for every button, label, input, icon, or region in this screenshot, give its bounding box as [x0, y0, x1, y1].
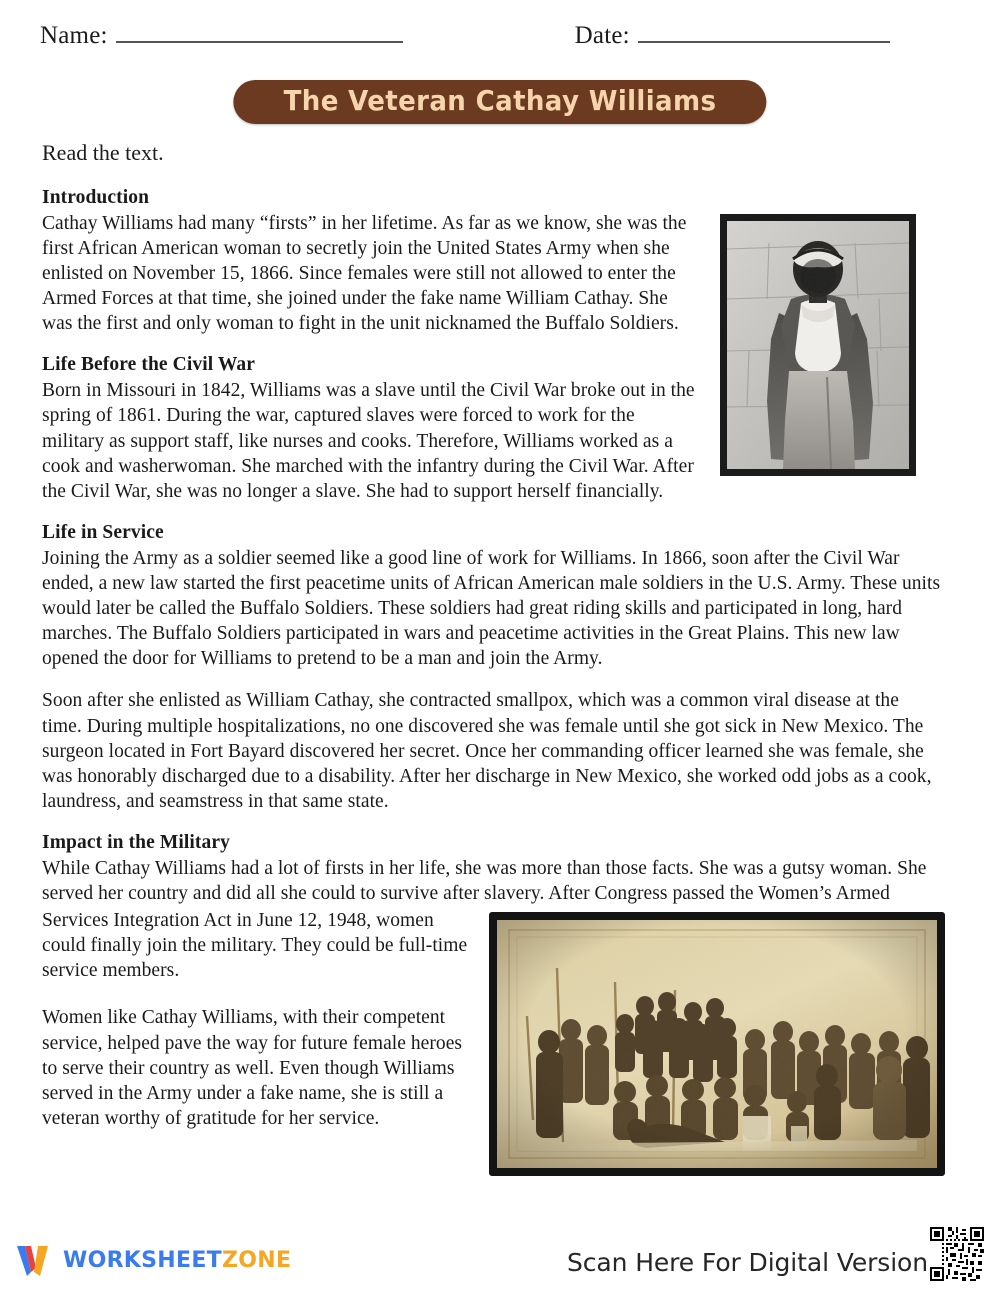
wrapped-paragraph-2: Women like Cathay Williams, with their competent service, helped pave the way for future female heroes to serve their country as well. Even though Williams served in the Army under a fake name, she is still a veteran worthy of gratitude for her service.: [42, 1007, 463, 1129]
page-title: The Veteran Cathay Williams: [283, 84, 717, 117]
section-paragraph: While Cathay Williams had a lot of firsts in her life, she was more than those facts. She was a gutsy woman. She served her country and did all she could to survive after slavery. After Congress passed the Women’s Armed: [42, 857, 927, 905]
group-image: [497, 920, 937, 1168]
name-field-group: [40, 22, 403, 50]
worksheet-header: [40, 22, 960, 56]
page-footer: [0, 1208, 1000, 1294]
logo-w-icon: [14, 1242, 54, 1280]
section-impact-in-the-military: [42, 831, 942, 906]
section-paragraph: Cathay Williams had many “firsts” in her lifetime. As far as we know, she was the first African American woman to secretly join the United States Army when she enlisted on November 15, 1866. Since females were still not allowed to enter the Armed Forces at that time, she joined under the fake name William Cathay. She was the first and only woman to fight in the unit nicknamed the Buffalo Soldiers.: [42, 212, 687, 335]
date-input[interactable]: [638, 24, 890, 43]
qr-code-icon: [928, 1224, 986, 1284]
name-label: Name:: [40, 22, 108, 49]
instruction-text: Read the text.: [42, 140, 164, 165]
section-heading: Impact in the Military: [42, 832, 230, 854]
name-input[interactable]: [116, 24, 403, 43]
title-banner: [233, 80, 766, 124]
scan-prompt-text: Scan Here For Digital Version: [566, 1248, 928, 1277]
portrait-image: [727, 221, 909, 469]
section-paragraph: Born in Missouri in 1842, Williams was a slave until the Civil War broke out in the spring of 1861. During the war, captured slaves were forced to work for the military as support staff, like nurses and cooks. Therefore, Williams worked as a cook and washerwoman. She marched with the infantry during the Civil War. After the Civil War, she was no longer a slave. She had to support herself financially.: [42, 380, 695, 502]
wrapped-text-column: [42, 908, 474, 1131]
date-label: Date:: [574, 22, 630, 49]
wrapped-paragraph-1: Services Integration Act in June 12, 1948, women could finally join the military. They could be full-time service members.: [42, 910, 468, 982]
section-life-in-service: [42, 521, 942, 814]
logo-word-worksheet: WORKSHEET: [63, 1248, 222, 1273]
photo-buffalo-soldiers-group: [489, 912, 945, 1176]
qr-code[interactable]: [928, 1224, 986, 1284]
logo-wordmark: [63, 1250, 291, 1272]
photo-cathay-williams-portrait: [720, 214, 916, 476]
logo-word-zone: ZONE: [221, 1248, 292, 1273]
section-heading: Introduction: [42, 187, 150, 208]
worksheet-zone-logo[interactable]: [14, 1242, 291, 1280]
section-paragraph: Soon after she enlisted as William Cathay, she contracted smallpox, which was a common viral disease at the time. During multiple hospitalizations, no one discovered she was female until she got sick in New Mexico. The surgeon located in Fort Bayard discovered her secret. Once her commanding officer learned she was female, she was honorably discharged due to a disability. After her discharge in New Mexico, she worked odd jobs as a cook, laundress, and seamstress in that same state.: [42, 690, 932, 813]
section-paragraph: Joining the Army as a soldier seemed like a good line of work for Williams. In 1866, soon after the Civil War ended, a new law started the first peacetime units of African American male soldiers in the U.S. Army. These units would later be called the Buffalo Soldiers. These soldiers had great riding skills and participated in long, hard marches. The Buffalo Soldiers participated in wars and peacetime activities in the Great Plains. This new law opened the door for Williams to pretend to be a man and join the Army.: [42, 547, 941, 670]
paragraph-spacer: [42, 983, 474, 1005]
section-heading: Life Before the Civil War: [42, 354, 255, 376]
section-heading: Life in Service: [42, 521, 164, 543]
date-field-group: [575, 22, 890, 50]
